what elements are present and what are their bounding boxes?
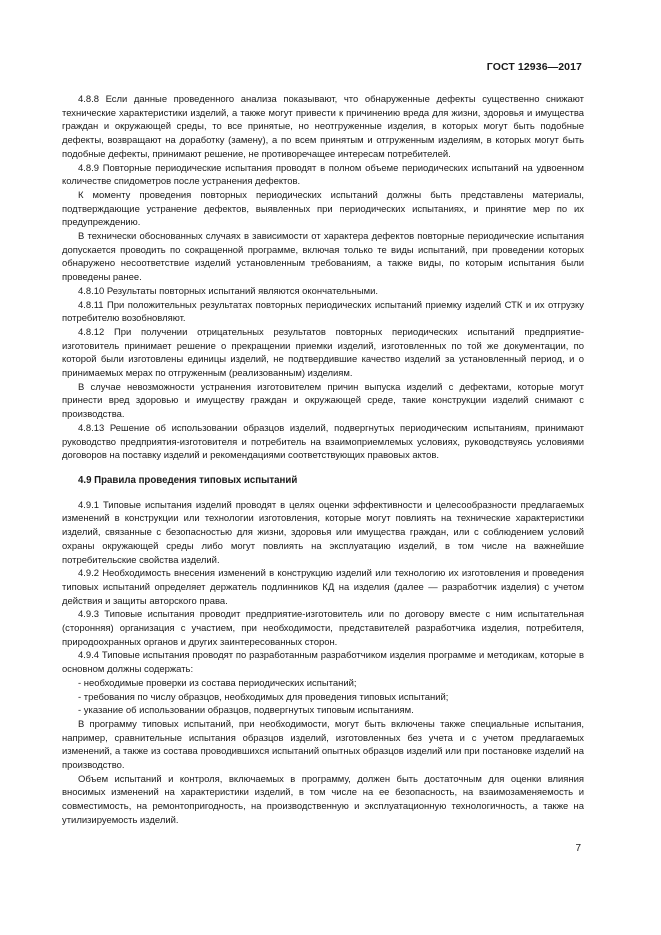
list-item: - требования по числу образцов, необходимых для проведения типовых испытаний; (78, 691, 449, 703)
page-number: 7 (575, 843, 581, 854)
paragraph-defect-removal: В случае невозможности устранения изготовителем причин выпуска изделий с дефектами, которые могут принести вред здоровью и имуществу граждан и окружающей среде, такие конструкции изделий снимают с производства. (62, 381, 584, 421)
paragraph-4-8-11: 4.8.11 При положительных результатах повторных периодических испытаний приемку изделий СТК и их отгрузку потребителю возобновляют. (62, 299, 584, 325)
paragraph-reduced-program: В технически обоснованных случаях в зависимости от характера дефектов повторные периодические испытания допускается проводить по сокращенной программе, включая только те виды испытаний, при проведении которых обнаружено несоответствие изделий установленным требованиям, а также виды, по которым испытания были проведены ранее. (62, 231, 584, 284)
paragraph-special-tests: В программу типовых испытаний, при необходимости, могут быть включены также специальные испытания, например, сравнительные испытания образцов изделий, изготовленных без учета и с учетом предлагаемых изменений, а также из состава проводившихся испытаний опытных образцов изделий или при постановке изделий на производство. (62, 718, 584, 772)
document-body (62, 93, 584, 828)
paragraph-4-9-3: 4.9.3 Типовые испытания проводит предприятие-изготовитель или по договору вместе с ним испытательная (сторонняя) организация с участием, при необходимости, представителей разработчика изделия, потребителя, природоохранных органов и других заинтересованных сторон. (62, 609, 584, 648)
list-item: - необходимые проверки из состава периодических испытаний; (78, 677, 357, 689)
paragraph-materials: К моменту проведения повторных периодических испытаний должны быть представлены материалы, подтверждающие устранение дефектов, выявленных при периодических испытаниях, и принятие мер по их предупреждению. (62, 189, 584, 229)
paragraph-4-8-13: 4.8.13 Решение об использовании образцов изделий, подвергнутых периодическим испытаниям, принимают руководство предприятия-изготовителя и потребитель на взаимоприемлемых условиях, руководствуясь условиями договоров на поставку изделий и рекомендациями соответствующих правовых актов. (62, 422, 584, 462)
paragraph-4-8-8: 4.8.8 Если данные проведенного анализа показывают, что обнаруженные дефекты существенно снижают технические характеристики изделий, а также могут привести к причинению вреда для жизни, здоровья и имущества граждан и окружающей среды, то все принятые, но неотгруженные изделия, в которых могут быть подобные дефекты, возвращают на доработку (замену), а по всем принятым и отгруженным изделиям, в которых могут быть подобные дефекты, принимают решение, не противоречащее интересам потребителей. (62, 94, 584, 160)
section-heading: 4.9 Правила проведения типовых испытаний (78, 474, 298, 486)
paragraph-4-8-9: 4.8.9 Повторные периодические испытания проводят в полном объеме периодических испытаний на удвоенном количестве спидометров после устранения дефектов. (62, 162, 584, 188)
paragraph-4-9-4: 4.9.4 Типовые испытания проводят по разработанным разработчиком изделия программе и методикам, которые в основном должны содержать: (62, 650, 584, 676)
list-item: - указание об использовании образцов, подвергнутых типовым испытаниям. (78, 705, 414, 717)
paragraph-4-9-2: 4.9.2 Необходимость внесения изменений в конструкцию изделий или технологию их изготовления и проведения типовых испытаний определяет держатель подлинников КД на изделия (далее — разработчик изделия) с учетом действия и защиты авторского права. (62, 568, 584, 607)
paragraph-4-9-1: 4.9.1 Типовые испытания изделий проводят в целях оценки эффективности и целесообразности предлагаемых изменений в конструкции или технологии изготовления, которые могут повлиять на технические характеристики изделий, связанные с безопасностью для жизни, здоровья или имущества граждан, или с соблюдением условий охраны окружающей среды либо могут повлиять на эксплуатацию изделий, в том числе на важнейшие потребительские свойства изделий. (62, 499, 584, 566)
paragraph-4-8-10: 4.8.10 Результаты повторных испытаний являются окончательными. (78, 285, 379, 297)
document-standard-id: ГОСТ 12936—2017 (486, 61, 582, 73)
paragraph-test-scope: Объем испытаний и контроля, включаемых в программу, должен быть достаточным для оценки влияния вносимых изменений на характеристики изделий, в том числе на ее безопасность, на взаимозаменяемость и совместимость, на ремонтопригодность, на производственную и эксплуатационную технологичность, а также на утилизируемость изделий. (62, 773, 584, 826)
paragraph-4-8-12: 4.8.12 При получении отрицательных результатов повторных периодических испытаний предприятие-изготовитель принимает решение о прекращении приемки изделий, изготовленных по той же документации, по которой были изготовлены единицы изделий, не подтвердившие качество изделий за установленный период, и о принимаемых мерах по отгруженным (реализованным) изделиям. (62, 326, 584, 380)
